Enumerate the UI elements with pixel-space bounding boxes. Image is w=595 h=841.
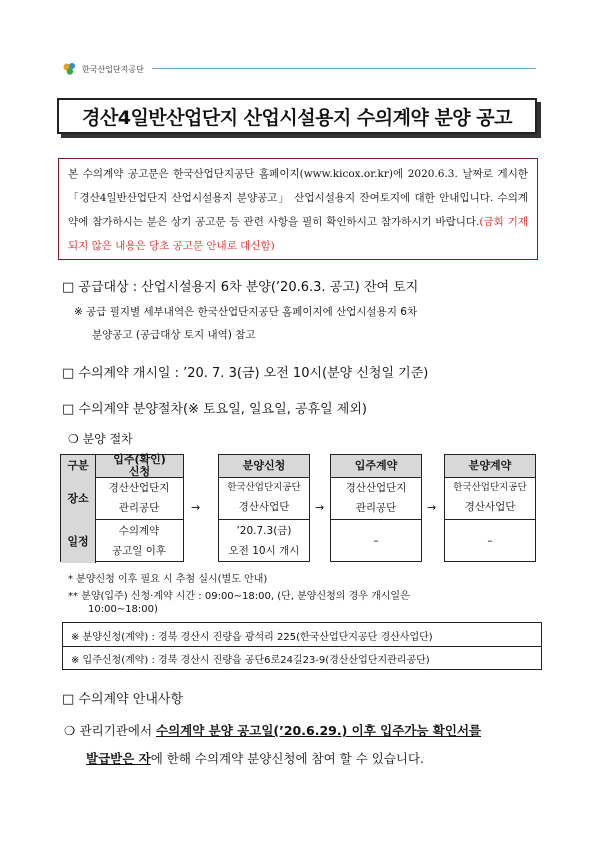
kicox-logo-icon bbox=[62, 62, 78, 76]
supply-note-line1: ※ 공급 필지별 세부내역은 한국산업단지공단 홈페이지에 산업시설용지 6차 bbox=[74, 306, 418, 318]
step4-schedule: – bbox=[487, 535, 493, 547]
step2-title: 분양신청 bbox=[219, 455, 309, 478]
org-logo bbox=[62, 62, 144, 76]
flow-step-move-in-contract bbox=[330, 454, 422, 562]
guide-text-line2 bbox=[86, 744, 556, 774]
flow-step-sale-contract bbox=[444, 454, 536, 562]
intro-box bbox=[58, 158, 538, 260]
step4-title: 분양계약 bbox=[445, 455, 535, 478]
flow-arrow-3: → bbox=[427, 501, 437, 514]
intro-red-text: (금회 기재되지 않은 내용은 당초 공고문 안내로 대신함) bbox=[68, 216, 528, 252]
section-start-date: □ 수의계약 개시일 : ’20. 7. 3(금) 오전 10시(분양 신청일 기준) bbox=[62, 366, 429, 381]
guide-underlined-2: 발급받은 자 bbox=[86, 751, 151, 766]
guide-pre: 관리기관에서 bbox=[79, 723, 157, 738]
flow-step-sale-application bbox=[218, 454, 310, 562]
flow-arrow-2: → bbox=[315, 501, 325, 514]
guide-bullet: ❍ bbox=[64, 723, 76, 738]
flow-arrow-1: → bbox=[191, 501, 201, 514]
footnote-hours-line1: ** 분양(입주) 신청·계약 시간 : 09:00∼18:00, (단, 분양신청의 경우 개시일은 bbox=[68, 591, 410, 602]
step2-place-1: 한국산업단지공단 bbox=[227, 482, 301, 493]
step3-place-1: 경산산업단지 bbox=[345, 482, 407, 494]
step1-title-2: 신청 bbox=[128, 465, 151, 478]
procedure-flow bbox=[58, 454, 548, 562]
step1-place-1: 경산산업단지 bbox=[108, 482, 170, 494]
section-guide: □ 수의계약 안내사항 bbox=[62, 692, 184, 707]
step2-schedule-2: 오전 10시 개시 bbox=[228, 545, 300, 557]
guide-text bbox=[64, 716, 544, 746]
address-box bbox=[62, 622, 542, 670]
step3-place-2: 관리공단 bbox=[355, 502, 397, 514]
row-header-category: 구분 bbox=[61, 455, 96, 477]
row-header-place: 장소 bbox=[61, 477, 96, 520]
step4-place-2: 경산사업단 bbox=[464, 501, 516, 513]
supply-note-line2: 분양공고 (공급대상 토지 내역) 참고 bbox=[92, 329, 256, 341]
step1-schedule-1: 수의계약 bbox=[118, 525, 160, 537]
step1-place-2: 관리공단 bbox=[118, 502, 160, 514]
step2-schedule-1: ’20.7.3(금) bbox=[236, 525, 292, 537]
step4-place-1: 한국산업단지공단 bbox=[453, 482, 527, 493]
step3-title: 입주계약 bbox=[331, 455, 421, 478]
step3-schedule: – bbox=[373, 535, 379, 547]
step2-place-2: 경산사업단 bbox=[238, 501, 290, 513]
title-box bbox=[57, 98, 537, 134]
intro-text: 본 수의계약 공고문은 한국산업단지공단 홈페이지(www.kicox.or.kr)에 2020.6.3. 날짜로 게시한 「경산4일반산업단지 산업시설용지 분양공고」 산업시설용지 잔여토지에 대한 안내입니다. 수의계약에 참가하시는 분은 상기 공고문 등 관련 사항을 필히 확인하시고 참가하시기 바랍니다. bbox=[68, 168, 528, 228]
procedure-label: ❍ 분양 절차 bbox=[68, 432, 133, 446]
section-procedure: □ 수의계약 분양절차(※ 토요일, 일요일, 공휴일 제외) bbox=[62, 402, 367, 417]
org-name: 한국산업단지공단 bbox=[82, 64, 144, 74]
page-title: 경산4일반산업단지 산업시설용지 수의계약 분양 공고 bbox=[82, 106, 512, 129]
footnote-hours-line2: 10:00∼18:00) bbox=[88, 604, 158, 615]
guide-underlined-1: 수의계약 분양 공고일(’20.6.29.) 이후 입주가능 확인서를 bbox=[156, 723, 482, 738]
step1-schedule-2: 공고일 이후 bbox=[111, 545, 167, 557]
row-header-schedule: 일정 bbox=[61, 519, 96, 563]
guide-post: 에 한해 수의계약 분양신청에 참여 할 수 있습니다. bbox=[150, 751, 425, 766]
header-divider bbox=[152, 68, 536, 69]
footnote-lottery: * 분양신청 이후 필요 시 추첨 실시(별도 안내) bbox=[68, 574, 268, 585]
address-sale: ※ 분양신청(계약) : 경북 경산시 진량읍 광석리 225(한국산업단지공단 경산사업단) bbox=[71, 632, 433, 643]
address-move-in: ※ 입주신청(계약) : 경북 경산시 진량읍 공단6로24길23-9(경산산업단지관리공단) bbox=[71, 655, 430, 666]
flow-step-application bbox=[60, 454, 184, 562]
section-supply-target: □ 공급대상 : 산업시설용지 6차 분양(’20.6.3. 공고) 잔여 토지 bbox=[62, 280, 419, 295]
step1-title-1: 입주(확인) bbox=[113, 453, 166, 466]
